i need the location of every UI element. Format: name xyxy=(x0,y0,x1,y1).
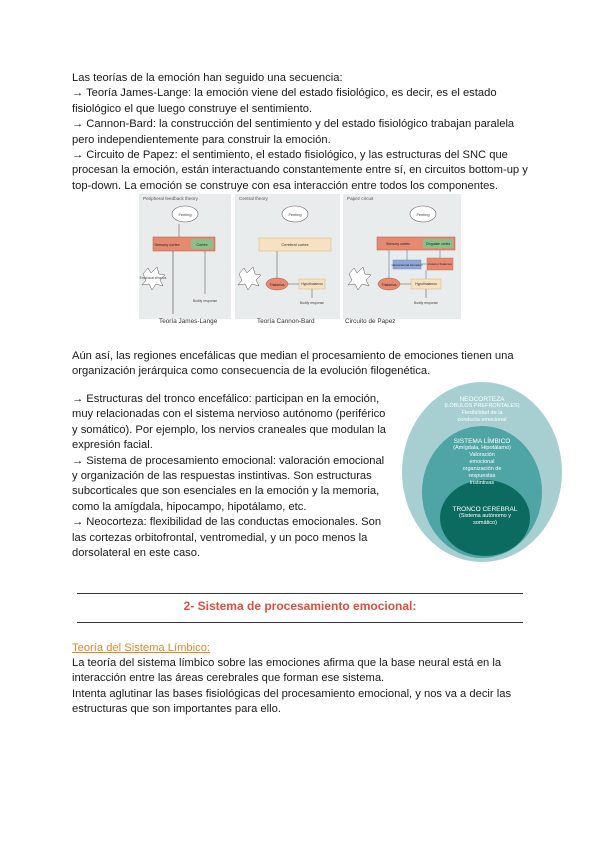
cannon-bard-diagram xyxy=(235,194,340,319)
papez-caption: Circuito de Papez xyxy=(345,318,396,325)
list-line: expresión facial. xyxy=(72,439,153,452)
intro-line: pero independientemente para construir la emoción. xyxy=(72,133,331,146)
list-line: muy relacionadas con el sistema nervioso autónomo (periférico xyxy=(72,408,386,421)
limbic-title: SISTEMA LÍMBICO xyxy=(453,438,511,445)
neocortex-sub: Flexibilidad de la xyxy=(461,410,503,416)
list-line: y organización de las respuestas instintivas. Son estructuras xyxy=(72,470,372,483)
hierarchy-paragraph xyxy=(72,349,534,380)
limbic-theory-paragraph xyxy=(72,656,532,718)
list-line: dorsolateral en este caso. xyxy=(72,547,201,560)
list-line: subcorticales que son esenciales en la emoción y la memoria, xyxy=(72,485,380,498)
brainstem-sub: somático) xyxy=(473,520,497,526)
para-line: estructuras que son importantes para ello. xyxy=(72,703,281,716)
box-label: Cingulate cortex xyxy=(425,242,451,246)
section-heading: 2- Sistema de procesamiento emocional: xyxy=(183,599,417,613)
papez-panel xyxy=(343,194,461,319)
intro-line: Las teorías de la emoción han seguido una secuencia: xyxy=(72,72,343,84)
panel-title: Papez circuit xyxy=(347,196,374,201)
hypothalamus-label: Hypothalamus xyxy=(415,282,437,286)
brain-hierarchy-diagram xyxy=(402,382,562,562)
limbic-sub: Valoración xyxy=(469,452,495,458)
papez-diagram xyxy=(343,194,461,319)
panel-title: Central theory xyxy=(239,196,268,201)
box-label: Cortex xyxy=(196,243,208,247)
para-line: Intenta aglutinar las bases fisiológicas del procesamiento emocional, y nos va a decir las xyxy=(72,687,512,700)
limbic-sub: emocional xyxy=(469,459,495,465)
box-label: Sensory cortex xyxy=(386,242,410,246)
james-lange-caption: Teoría James-Lange xyxy=(159,318,218,325)
panel-title: Peripheral feedback theory xyxy=(143,196,198,201)
neocortex-sub: conducta emocional xyxy=(457,417,507,423)
limbic-sub: (Amígdala, Hipotálamo) xyxy=(453,445,511,451)
neocortex-sub: (LÓBULOS PREFRONTALES) xyxy=(444,403,520,409)
stimulus-label: Emotional stimulus xyxy=(139,276,167,280)
list-line: → Estructuras del tronco encefálico: participan en la emoción, xyxy=(72,393,380,405)
cloud-label: Feeling xyxy=(288,212,302,217)
response-label: Bodily response xyxy=(192,299,218,303)
limbic-text xyxy=(432,438,532,487)
response-label: Bodily response xyxy=(299,301,325,305)
box-label: Sensory cortex xyxy=(154,243,180,247)
list-line: las cortezas orbitofrontal, ventromedial, y un poco menos la xyxy=(72,531,368,544)
cloud-label: Feeling xyxy=(416,212,430,217)
brainstem-text xyxy=(435,506,535,527)
box-label: Cerebral cortex xyxy=(281,242,309,247)
thalamus-label: Thalamus xyxy=(381,283,397,287)
section-divider-bottom xyxy=(77,622,523,623)
neocortex-text xyxy=(432,396,532,424)
list-line: → Sistema de procesamiento emocional: valoración emocional xyxy=(72,454,385,467)
para-line: interacción entre las áreas cerebrales que forman ese sistema. xyxy=(72,672,385,685)
james-lange-diagram xyxy=(139,194,231,319)
section-divider-top xyxy=(77,593,523,594)
intro-line: procesan la emoción, están interactuando constantemente entre sí, en circuitos bottom-up y xyxy=(72,164,528,177)
limbic-sub: organización de xyxy=(462,466,502,472)
limbic-sub: instintivas xyxy=(469,480,495,486)
intro-paragraph xyxy=(72,71,532,194)
intro-line: → Circuito de Papez: el sentimiento, el estado fisiológico, y las estructuras del SNC que xyxy=(72,149,508,162)
response-label: Bodily response xyxy=(413,301,439,305)
structures-list xyxy=(72,392,390,561)
intro-line: top-down. La emoción se construye con esa interacción entre todos los componentes. xyxy=(72,179,498,192)
thalamus-label: Thalamus xyxy=(269,283,285,287)
limbic-sub: respuestas xyxy=(468,473,496,479)
cannon-bard-panel xyxy=(235,194,340,319)
hypothalamus-label: Hypothalamus xyxy=(301,282,323,286)
brainstem-title: TRONCO CEREBRAL xyxy=(452,506,518,513)
cloud-label: Feeling xyxy=(178,212,192,217)
intro-line: → Teoría James-Lange: la emoción viene del estado fisiológico, es decir, es el estado xyxy=(72,87,497,100)
para-line: La teoría del sistema límbico sobre las emociones afirma que la base neural está en la xyxy=(72,657,502,669)
list-line: como la amígdala, hipocampo, hipotálamo, etc. xyxy=(72,500,307,513)
intro-line: → Cannon-Bard: la construcción del sentimiento y del estado fisiológico trabajan paralela xyxy=(72,118,515,131)
intro-line: fisiológico el que luego construye el sentimiento. xyxy=(72,102,313,115)
brainstem-sub: (Sistema autónomo y xyxy=(459,513,511,519)
list-line: → Neocorteza: flexibilidad de las conductas emocionales. Son xyxy=(72,516,382,529)
box-label: Hippocampal formation xyxy=(391,263,423,267)
list-line: y somático). Por ejemplo, los nervios craneales que modulan la xyxy=(72,423,387,436)
subsection-heading: Teoría del Sistema Límbico: xyxy=(72,642,211,654)
neocortex-title: NEOCORTEZA xyxy=(459,396,505,403)
james-lange-panel xyxy=(139,194,231,319)
para-line: Aún así, las regiones encefálicas que median el procesamiento de emociones tienen una xyxy=(72,350,514,362)
box-label: Anterior thalamus xyxy=(428,262,452,266)
cannon-bard-caption: Teoría Cannon-Bard xyxy=(257,318,315,325)
emotion-theories-figure xyxy=(139,194,461,332)
para-line: organización jerárquica como consecuencia de la evolución filogenética. xyxy=(72,365,431,378)
